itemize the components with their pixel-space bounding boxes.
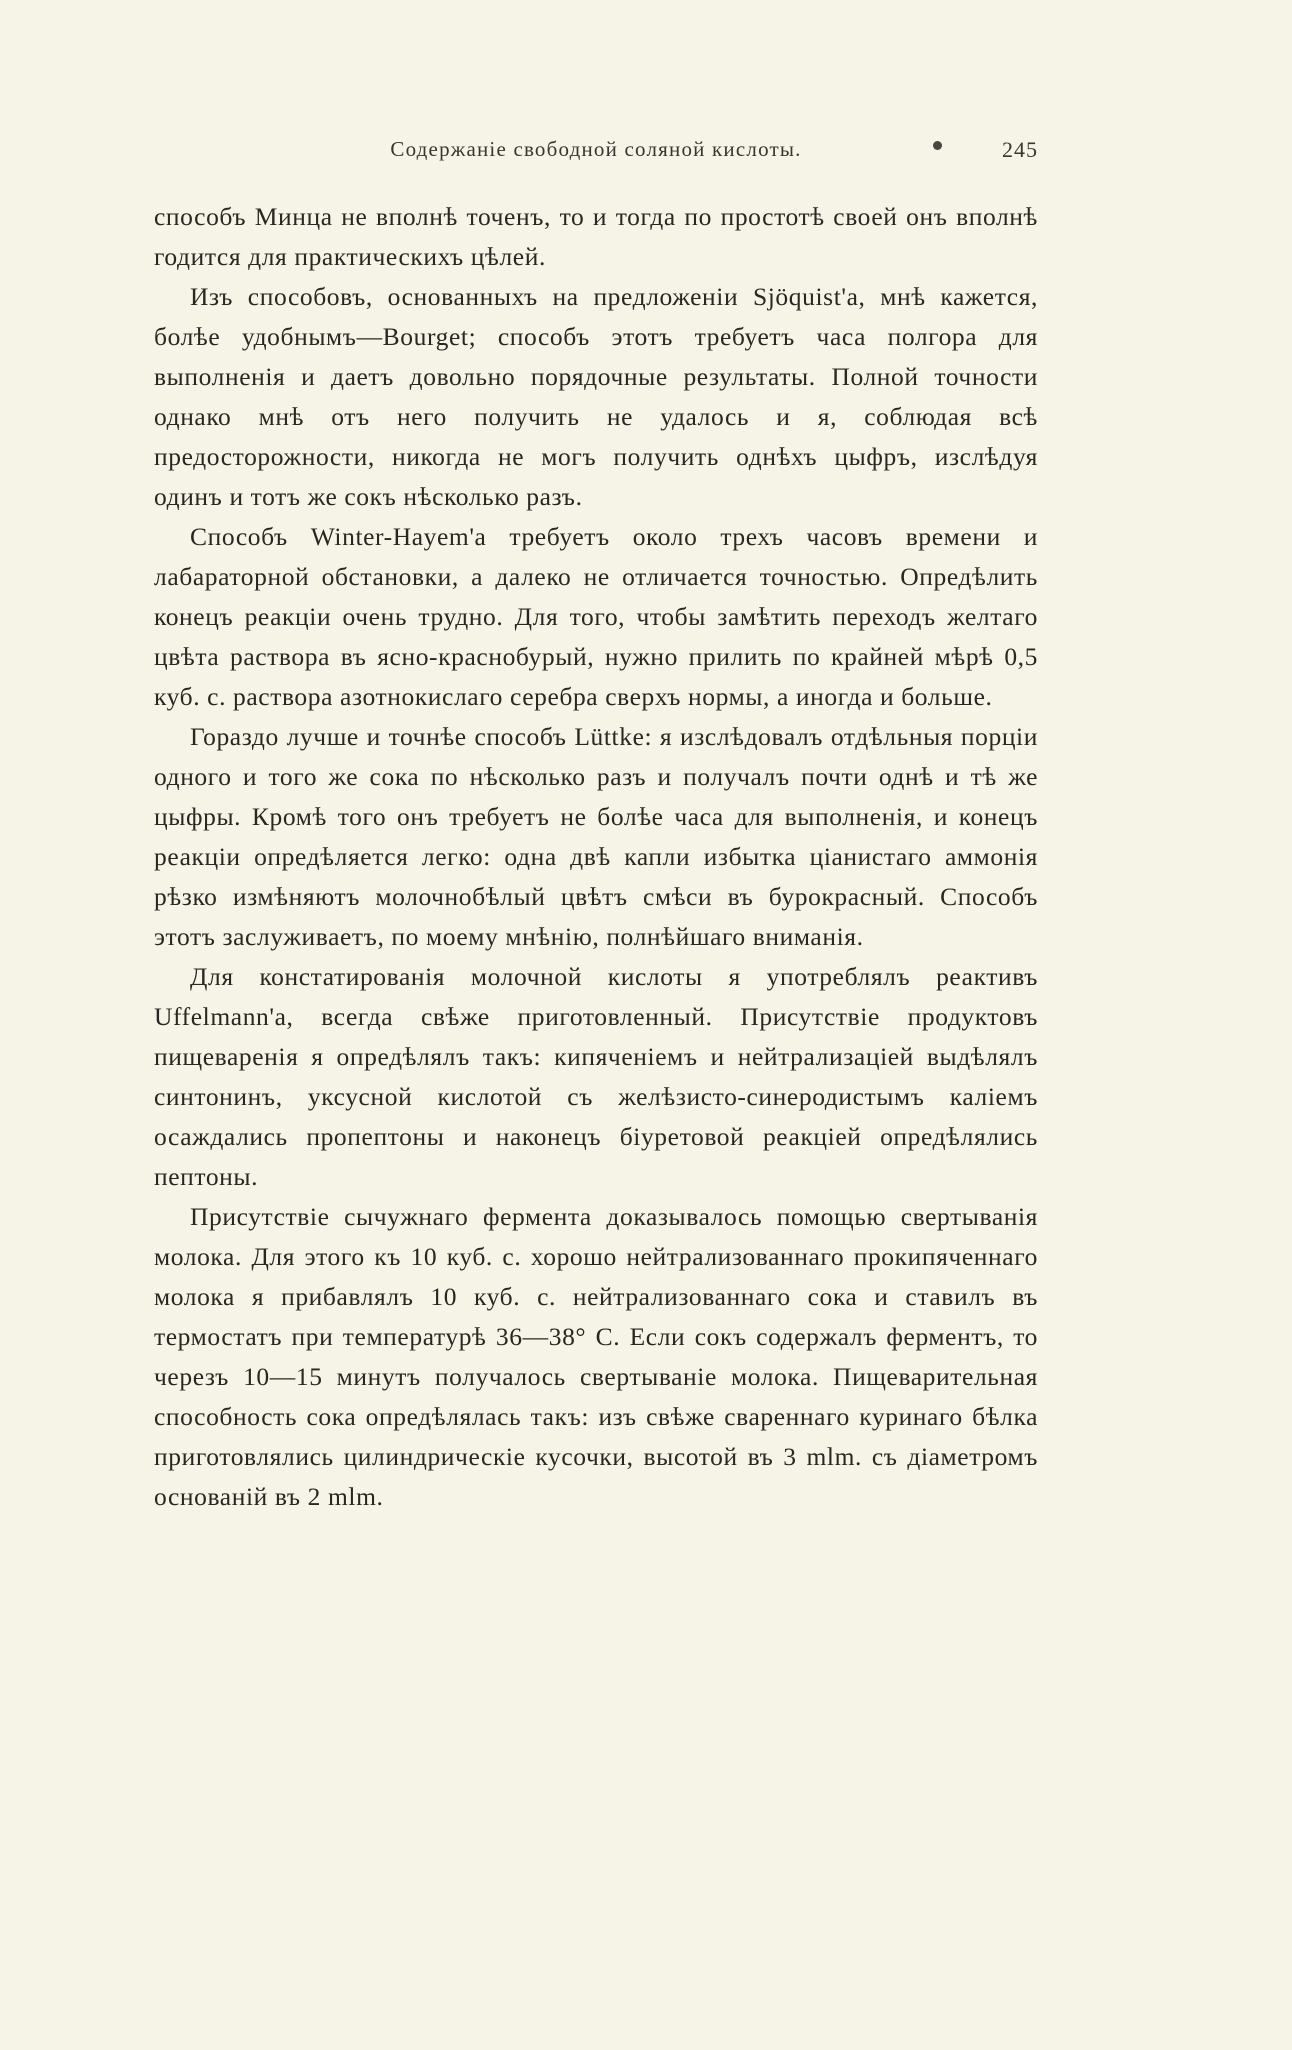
running-title: Содержаніе свободной соляной кислоты. [390, 137, 802, 161]
paragraph-lactic-acid: Для констатированія молочной кислоты я употреблялъ реактивъ Uffelmann'a, всегда свѣже приготовленный. Присутствіе продуктовъ пищеваренія я опредѣлялъ такъ: кипяченіемъ и нейтрализаціей выдѣлялъ синтонинъ, уксусной кислотой съ желѣзисто-синеродистымъ каліемъ осаждались пропептоны и наконецъ біуретовой реакціей опредѣлялись пептоны. [154, 962, 1038, 1191]
paragraph-rennet-ferment: Присутствіе сычужнаго фермента доказывалось помощью свертыванія молока. Для этого къ 10 куб. с. хорошо нейтрализованнаго прокипяченнаго молока я прибавлялъ 10 куб. с. нейтрализованнаго сока и ставилъ въ термостатъ при температурѣ 36—38° С. Если сокъ содержалъ ферментъ, то черезъ 10—15 минутъ получалось свертываніе молока. Пищеварительная способность сока опредѣлялась такъ: изъ свѣже свареннаго куринаго бѣлка приготовлялись цилиндрическіе кусочки, высотой въ 3 mlm. съ діаметромъ основаній въ 2 mlm. [154, 1202, 1038, 1511]
paragraph-luttke-method: Гораздо лучше и точнѣе способъ Lüttke: я изслѣдовалъ отдѣльныя порціи одного и того же сока по нѣсколько разъ и получалъ почти однѣ и тѣ же цыфры. Кромѣ того онъ требуетъ не болѣе часа для выполненія, и конецъ реакціи опредѣляется легко: одна двѣ капли избытка ціанистаго аммонія рѣзко измѣняютъ молочнобѣлый цвѣтъ смѣси въ бурокрасный. Способъ этотъ заслуживаетъ, по моему мнѣнію, полнѣйшаго вниманія. [154, 722, 1038, 951]
paragraph-continuation: способъ Минца не вполнѣ точенъ, то и тогда по простотѣ своей онъ вполнѣ годится для практическихъ цѣлей. [154, 202, 1038, 271]
paragraph-bourget-method: Изъ способовъ, основанныхъ на предложеніи Sjöquist'a, мнѣ кажется, болѣе удобнымъ—Bourget; способъ этотъ требуетъ часа полгора для выполненія и даетъ довольно порядочные результаты. Полной точности однако мнѣ отъ него получить не удалось и я, соблюдая всѣ предосторожности, никогда не могъ получить однѣхъ цыфръ, изслѣдуя одинъ и тотъ же сокъ нѣсколько разъ. [154, 282, 1038, 511]
running-head [154, 137, 1038, 167]
body-text [154, 197, 1038, 1517]
paragraph-winter-hayem-method: Способъ Winter-Hayem'a требуетъ около трехъ часовъ времени и лабараторной обстановки, а далеко не отличается точностью. Опредѣлить конецъ реакціи очень трудно. Для того, чтобы замѣтить переходъ желтаго цвѣта раствора въ ясно-краснобурый, нужно прилить по крайней мѣрѣ 0,5 куб. с. раствора азотнокислаго серебра сверхъ нормы, а иногда и больше. [154, 522, 1038, 711]
page-number: 245 [1002, 137, 1038, 162]
ink-dot [933, 141, 942, 150]
